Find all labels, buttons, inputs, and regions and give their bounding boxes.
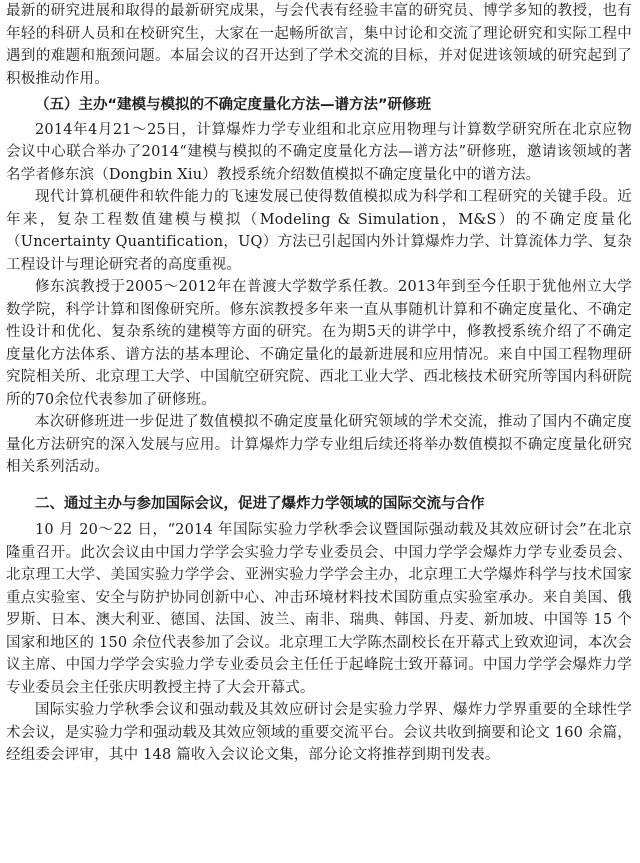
section-5-heading: （五）主办“建模与模拟的不确定度量化方法—谱方法”研修班 (35, 97, 432, 113)
section-2-paragraph-1: 10 月 20～22 日，“2014 年国际实验力学秋季会议暨国际强动载及其效应研讨会”在北京隆重召开。此次会议由中国力学学会实验力学专业委员会、中国力学学会爆炸力学专业委员会、北京理工大学、美国实验力学学会、亚洲实验力学学会主办，北京理工大学爆炸科学与技术国家重点实验室、安全与防护协同创新中心、冲击环境材料技术国防重点实验室承办。来自美国、俄罗斯、日本、澳大利亚、德国、法国、波兰、南非、瑞典、韩国、丹麦、新加坡、中国等 15 个国家和地区的 150 余位代表参加了会议。北京理工大学陈杰副校长在开幕式上致欢迎词，本次会议主席、中国力学学会实验力学专业委员会主任任于起峰院士致开幕词。中国力学学会爆炸力学专业委员会主任张庆明教授主持了大会开幕式。 (6, 522, 632, 696)
section-5-paragraph-4: 本次研修班进一步促进了数值模拟不确定度量化研究领域的学术交流，推动了国内不确定度量化方法研究的深入发展与应用。计算爆炸力学专业组后续还将举办数值模拟不确定度量化研究相关系列活动。 (6, 414, 632, 475)
section-2-heading: 二、通过主办与参加国际会议，促进了爆炸力学领域的国际交流与合作 (35, 495, 485, 512)
section-2-paragraph-2: 国际实验力学秋季会议和强动载及其效应研讨会是实验力学界、爆炸力学界重要的全球性学术会议，是实验力学和强动载及其效应领域的重要交流平台。会议共收到摘要和论文 160 余篇，经组委会评审，其中 148 篇收入会议论文集，部分论文将推荐到期刊发表。 (6, 702, 632, 763)
document-page (6, 0, 632, 767)
section-5-paragraph-3: 修东滨教授于2005～2012年在普渡大学数学系任教。2013年到至今任职于犹他州立大学数学院，科学计算和图像研究所。修东滨教授多年来一直从事随机计算和不确定度量化、不确定性设计和优化、复杂系统的建模等方面的研究。在为期5天的讲学中，修教授系统介绍了不确定度量化方法体系、谱方法的基本理论、不确定量化的最新进展和应用情况。来自中国工程物理研究院相关所、北京理工大学、中国航空研究院、西北工业大学、西北核技术研究所等国内科研院所的70余位代表参加了研修班。 (6, 279, 632, 408)
section-5-paragraph-1: 2014年4月21～25日，计算爆炸力学专业组和北京应用物理与计算数学研究所在北京应物会议中心联合举办了2014“建模与模拟的不确定度量化方法—谱方法”研修班，邀请该领域的著名学者修东滨（Dongbin Xiu）教授系统介绍数值模拟不确定度量化中的谱方法。 (6, 121, 632, 183)
paragraph-continuation: 最新的研究进展和取得的最新研究成果，与会代表有经验丰富的研究员、博学多知的教授，也有年轻的科研人员和在校研究生，大家在一起畅所欲言，集中讨论和交流了理论研究和实际工程中遇到的难题和瓶颈问题。本届会议的召开达到了学术交流的目标，并对促进该领域的研究起到了积极推动作用。 (6, 3, 632, 87)
section-5-paragraph-2: 现代计算机硬件和软件能力的飞速发展已使得数值模拟成为科学和工程研究的关键手段。近年来，复杂工程数值建模与模拟（Modeling & Simulation，M&S）的不确定度量化（Uncertainty Quantification，UQ）方法已引起国内外计算爆炸力学、计算流体力学、复杂工程设计与理论研究者的高度重视。 (6, 189, 632, 273)
